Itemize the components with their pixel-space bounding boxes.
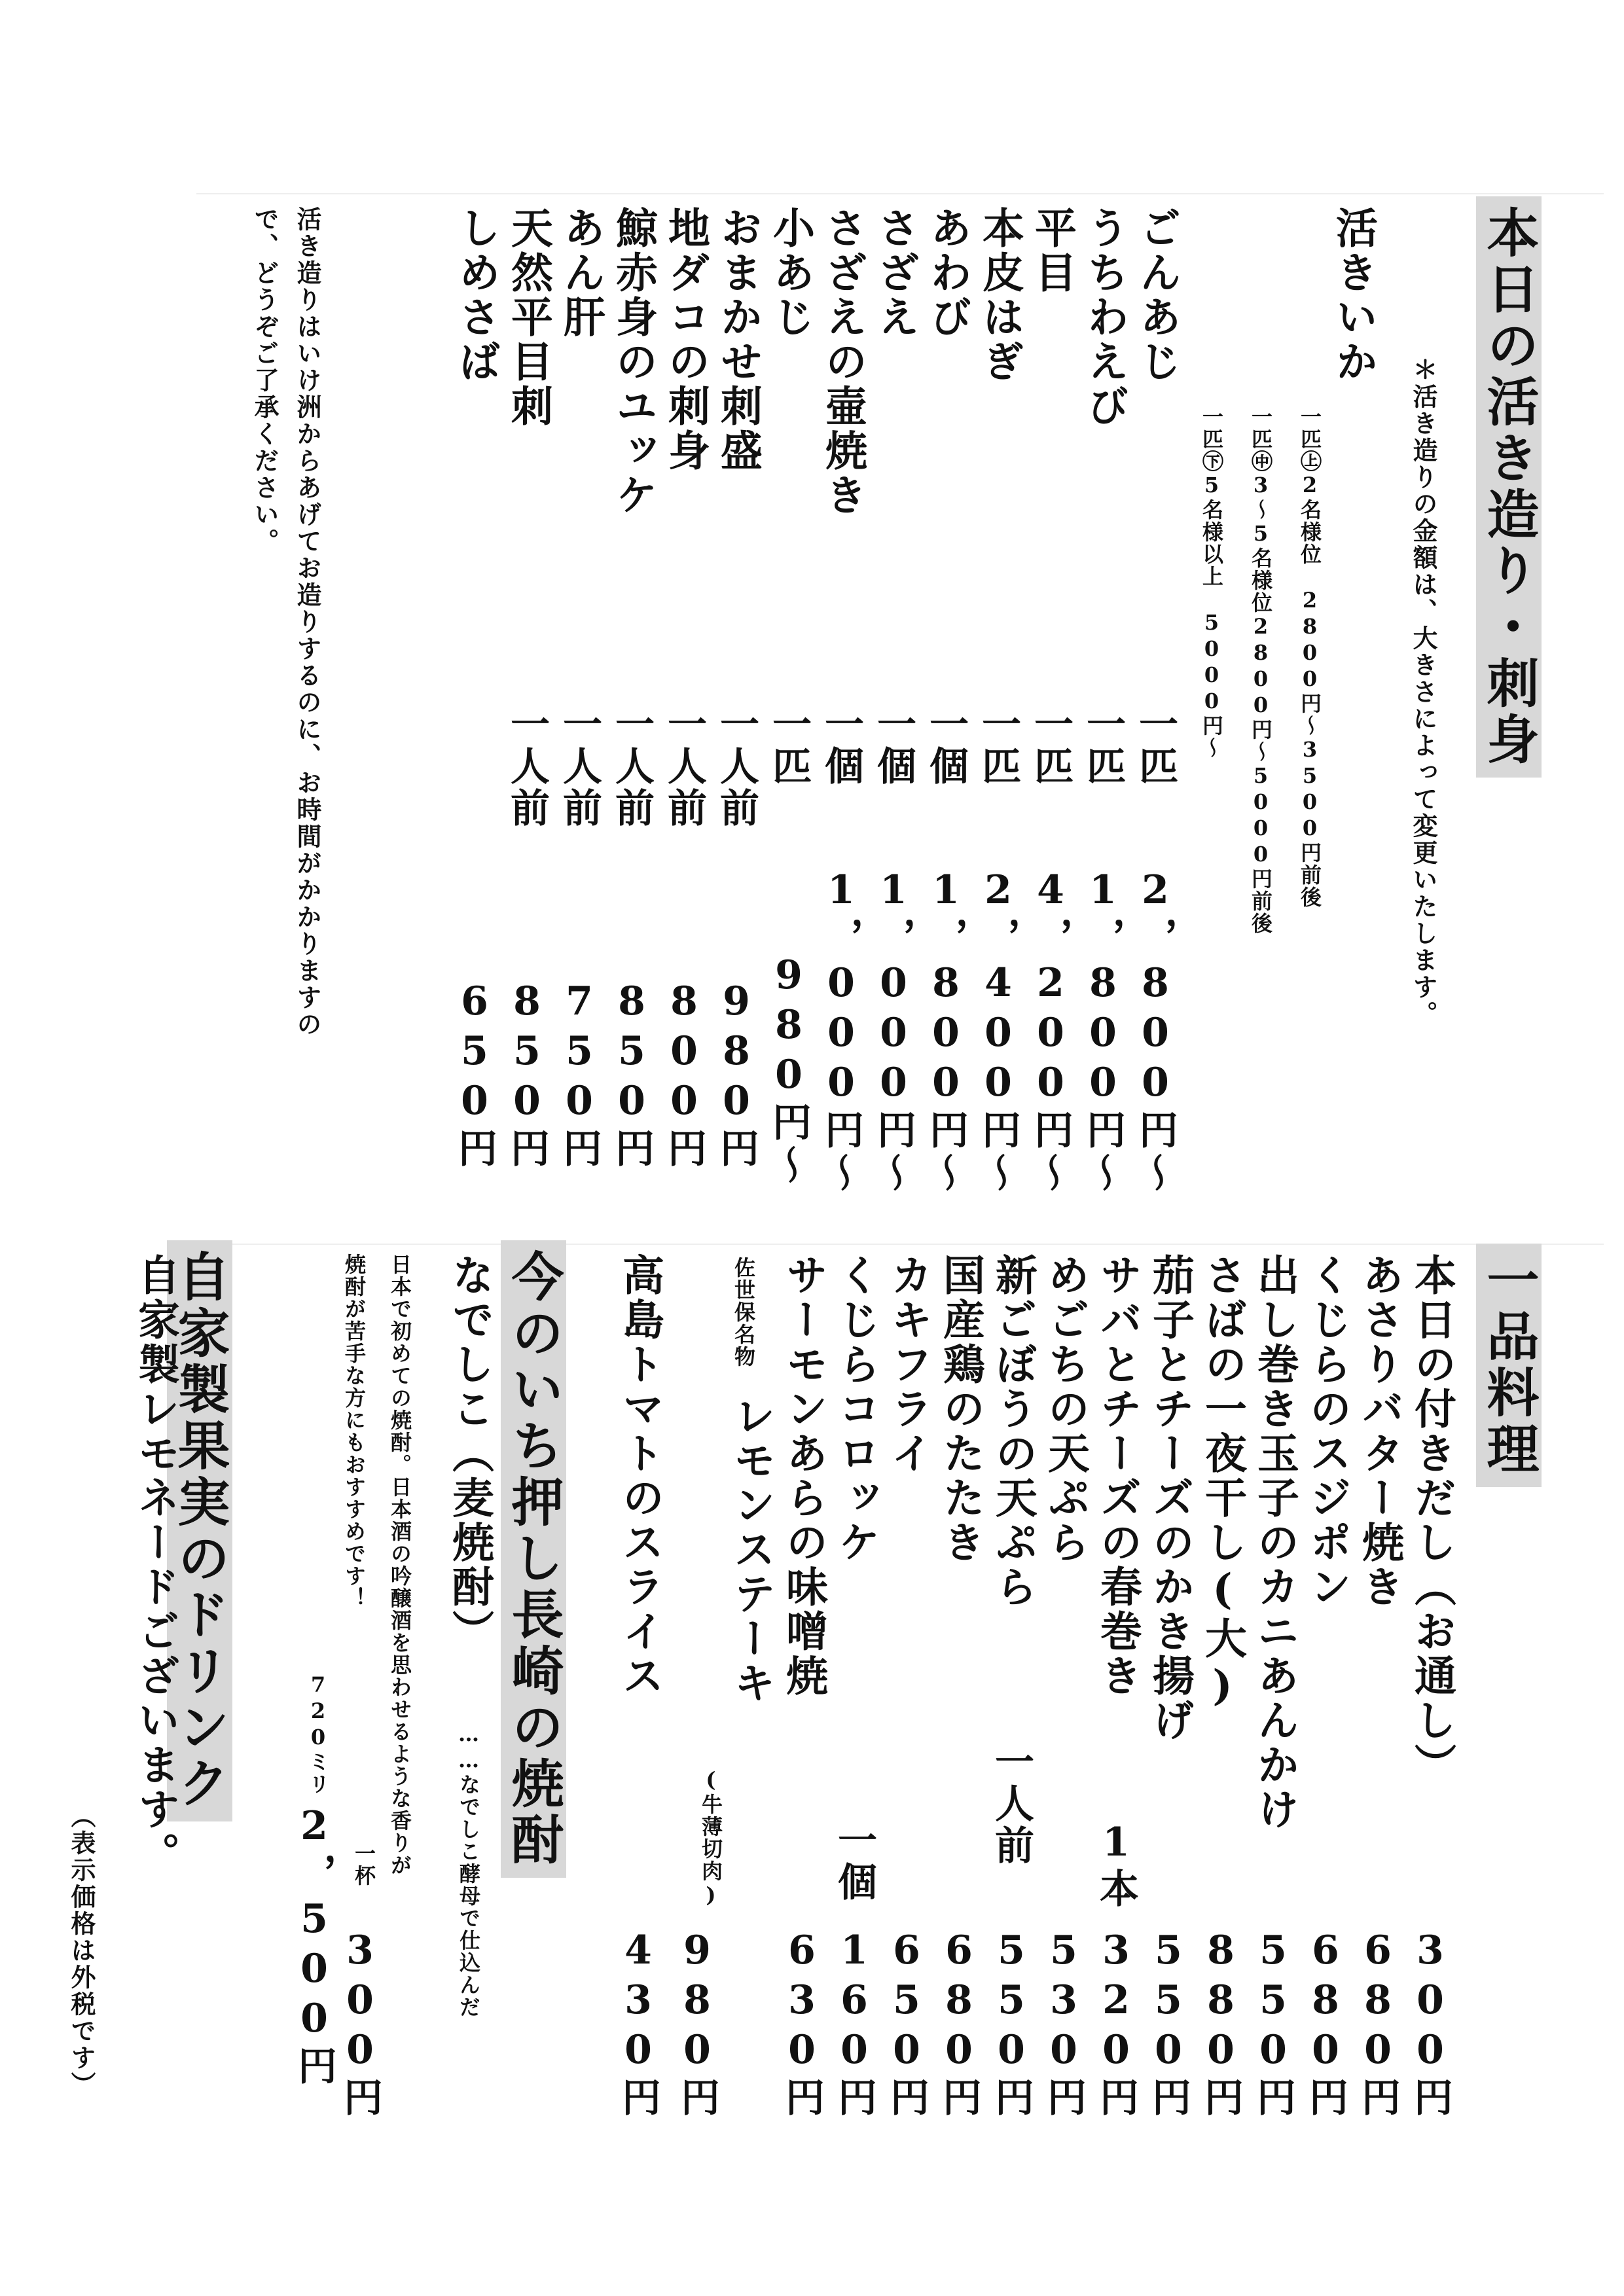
menu-item-name: ごんあじ: [1132, 206, 1182, 384]
section1-title: 本日の活き造り・刺身: [1476, 196, 1542, 778]
lemonade-text: 自家製レモネードございます。: [131, 1253, 180, 1876]
menu-item-price: 750円: [556, 978, 602, 1171]
menu-item-name: おまかせ刺盛: [713, 206, 763, 473]
menu-item-price: 1，800円〜: [923, 867, 969, 1196]
section3-title: 今のいち押し長崎の焼酎: [501, 1240, 566, 1878]
section1-footnote-line2: で、どうぞご了承ください。: [250, 206, 280, 555]
menu-item-price: 430円: [615, 1928, 661, 2120]
shochu-desc-line2: 日本で初めての焼酎。日本酒の吟醸酒を思わせるような香りが: [388, 1253, 412, 1876]
menu-item-name: しめさば: [452, 206, 501, 384]
menu-item-name: 茄子とチーズのかき揚げ: [1146, 1253, 1195, 1743]
ika-size-medium: 一匹㊥3〜5名様位2800円〜5000円前後: [1248, 406, 1273, 935]
ika-size-small: 一匹㊤2名様位 2800円〜3500円前後: [1297, 406, 1322, 908]
menu-item-name: くじらのスジポン: [1303, 1253, 1352, 1609]
shochu-desc-line3: 焼酎が苦手な方にもおすすめです！: [342, 1253, 367, 1609]
menu-item-name: あさりバター焼き: [1355, 1253, 1404, 1609]
shochu-bottle-label: 720ミリ: [306, 1672, 331, 1795]
menu-item-unit: 一匹: [766, 704, 812, 787]
menu-item-name: サーモンあらの味噌焼: [779, 1253, 828, 1698]
menu-item-name: 本日の付きだし（お通し）: [1407, 1253, 1456, 1787]
menu-item-unit: 一個: [818, 704, 864, 787]
menu-item-price: 850円: [609, 978, 655, 1171]
menu-item-price: 680円: [1355, 1928, 1401, 2120]
shochu-glass-price: 300円: [337, 1928, 383, 2120]
menu-item-price: 1，800円〜: [1080, 867, 1126, 1196]
menu-item-price: 160円: [831, 1928, 877, 2120]
menu-item-price: 800円: [661, 978, 707, 1171]
menu-item-price: 300円: [1407, 1928, 1453, 2120]
menu-item-price: 4，200円〜: [1028, 867, 1074, 1196]
ika-name: 活きいか: [1329, 206, 1378, 384]
menu-item-name: 天然平目刺: [504, 206, 553, 429]
menu-item-unit: 一匹: [975, 704, 1021, 787]
menu-item-price: 850円: [504, 978, 550, 1171]
menu-item-unit: 一匹: [1132, 704, 1178, 787]
shochu-glass-label: 一杯: [352, 1842, 376, 1887]
menu-item-price: 880円: [1198, 1928, 1244, 2120]
menu-item-name: あん肝: [556, 206, 605, 340]
menu-item-unit: 一匹: [1080, 704, 1126, 787]
menu-item-unit: 一個: [871, 704, 916, 787]
menu-item-unit: 一個: [831, 1820, 877, 1903]
menu-item-name: 小あじ: [766, 206, 815, 340]
menu-item-price: 2，400円〜: [975, 867, 1021, 1196]
menu-item-name: うちわえび: [1080, 206, 1129, 429]
menu-item-unit: 1本: [1093, 1820, 1139, 1910]
section4-title: 自家製果実のドリンク: [167, 1240, 232, 1821]
shochu-desc-line1: ……なでしこ酵母で仕込んだ: [456, 1721, 481, 2018]
ika-size-large: 一匹㊦5名様以上 5000円〜: [1199, 406, 1224, 759]
menu-item-name: 新ごぼうの天ぷら: [988, 1253, 1038, 1609]
menu-item-price: 650円: [452, 978, 497, 1171]
menu-item-name: めごちの天ぷら: [1041, 1253, 1090, 1565]
menu-item-price: 680円: [936, 1928, 982, 2120]
shochu-name: なでしこ（麦焼酎）: [445, 1253, 494, 1654]
menu-item-prefix: 佐世保名物: [731, 1257, 756, 1368]
section1-note: ＊活き造りの金額は、大きさによって変更いたします。: [1409, 357, 1438, 1028]
menu-item-price: 680円: [1303, 1928, 1348, 2120]
menu-item-name: 本皮はぎ: [975, 206, 1024, 384]
section1-footnote-line1: 活き造りはいけ洲からあげてお造りするのに、お時間がかかりますの: [293, 206, 322, 1038]
menu-item-price: 530円: [1041, 1928, 1087, 2120]
shochu-bottle-price: 2，500円: [291, 1803, 337, 2089]
menu-item-price: 630円: [779, 1928, 825, 2120]
menu-item-name: サバとチーズの春巻き: [1093, 1253, 1142, 1698]
menu-item-price: 980円: [713, 978, 759, 1171]
menu-item-price: 1，000円〜: [818, 867, 864, 1196]
menu-item-unit: 一人前: [713, 704, 759, 829]
menu-item-unit: 一人前: [988, 1741, 1034, 1867]
menu-item-unit: 一人前: [556, 704, 602, 829]
menu-item-unit: 一個: [923, 704, 969, 787]
menu-item-price: 980円: [674, 1928, 720, 2120]
menu-item-name: カキフライ: [884, 1253, 933, 1476]
menu-item-price: 550円: [1146, 1928, 1191, 2120]
menu-item-unit: 一匹: [1028, 704, 1074, 787]
menu-item-price: 650円: [884, 1928, 929, 2120]
menu-item-unit: 一人前: [504, 704, 550, 829]
menu-item-price: 1，000円〜: [871, 867, 916, 1196]
menu-item-name: 高島トマトのスライス: [615, 1253, 664, 1698]
menu-item-unit: 一人前: [661, 704, 707, 829]
menu-item-name: 平目: [1028, 206, 1077, 295]
tax-note: （表示価格は外税です）: [67, 1803, 96, 2098]
menu-item-suffix: (牛薄切肉): [698, 1767, 723, 1909]
menu-item-price: 980円〜: [766, 952, 812, 1188]
menu-item-name: 地ダコの刺身: [661, 206, 710, 473]
menu-item-price: 2，800円〜: [1132, 867, 1178, 1196]
menu-item-name: さざえ: [871, 206, 920, 340]
menu-item-price: 320円: [1093, 1928, 1139, 2120]
section2-title: 一品料理: [1476, 1244, 1542, 1487]
menu-item-unit: 一人前: [609, 704, 655, 829]
menu-item-name: 出し巻き玉子のカニあんかけ: [1250, 1253, 1299, 1832]
menu-item-name: くじらコロッケ: [831, 1253, 880, 1565]
menu-item-price: 550円: [1250, 1928, 1296, 2120]
menu-item-price: 550円: [988, 1928, 1034, 2120]
menu-item-name: さばの一夜干し(大): [1198, 1253, 1247, 1713]
menu-item-name: さざえの壷焼き: [818, 206, 867, 518]
menu-item-name: 鯨赤身のユッケ: [609, 206, 658, 518]
menu-item-name: レモンステーキ: [727, 1394, 776, 1706]
menu-item-name: あわび: [923, 206, 972, 340]
menu-item-name: 国産鶏のたたき: [936, 1253, 985, 1565]
